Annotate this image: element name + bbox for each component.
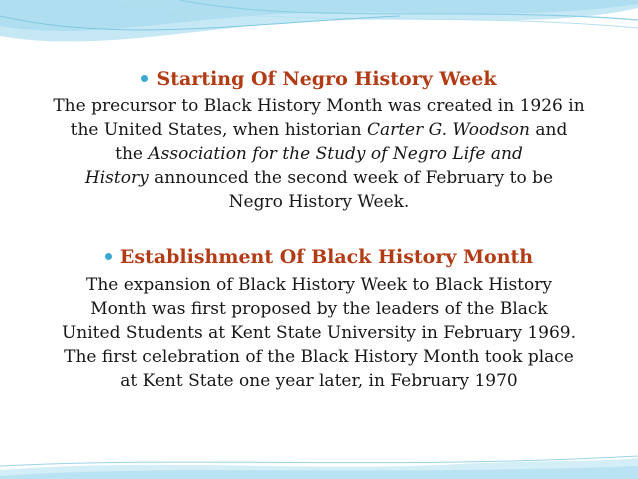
paragraph-line: the Association for the Study of Negro Life and [115, 144, 523, 164]
paragraph-line: The expansion of Black History Week to Black History [86, 275, 552, 295]
section-heading: Starting Of Negro History Week [0, 66, 638, 92]
paragraph-line: History announced the second week of February to be [84, 168, 554, 188]
section-paragraph [0, 94, 638, 214]
paragraph-line: United Students at Kent State University in February 1969. [61, 323, 577, 343]
paragraph-line: Month was first proposed by the leaders of the Black [90, 299, 548, 319]
paragraph-line: at Kent State one year later, in February 1970 [120, 371, 518, 391]
section-paragraph [0, 273, 638, 393]
bottom-wave-decoration [0, 452, 638, 479]
top-wave-decoration [0, 0, 638, 62]
paragraph-line: The precursor to Black History Month was created in 1926 in [53, 96, 585, 116]
bullet-icon [105, 253, 112, 260]
section-heading: Establishment Of Black History Month [0, 244, 638, 270]
bullet-icon [141, 75, 148, 82]
paragraph-line: The first celebration of the Black History Month took place [64, 347, 574, 367]
paragraph-line: Negro History Week. [228, 192, 410, 212]
slide-content [0, 60, 638, 393]
paragraph-line: the United States, when historian Carter G. Woodson and [70, 120, 568, 140]
